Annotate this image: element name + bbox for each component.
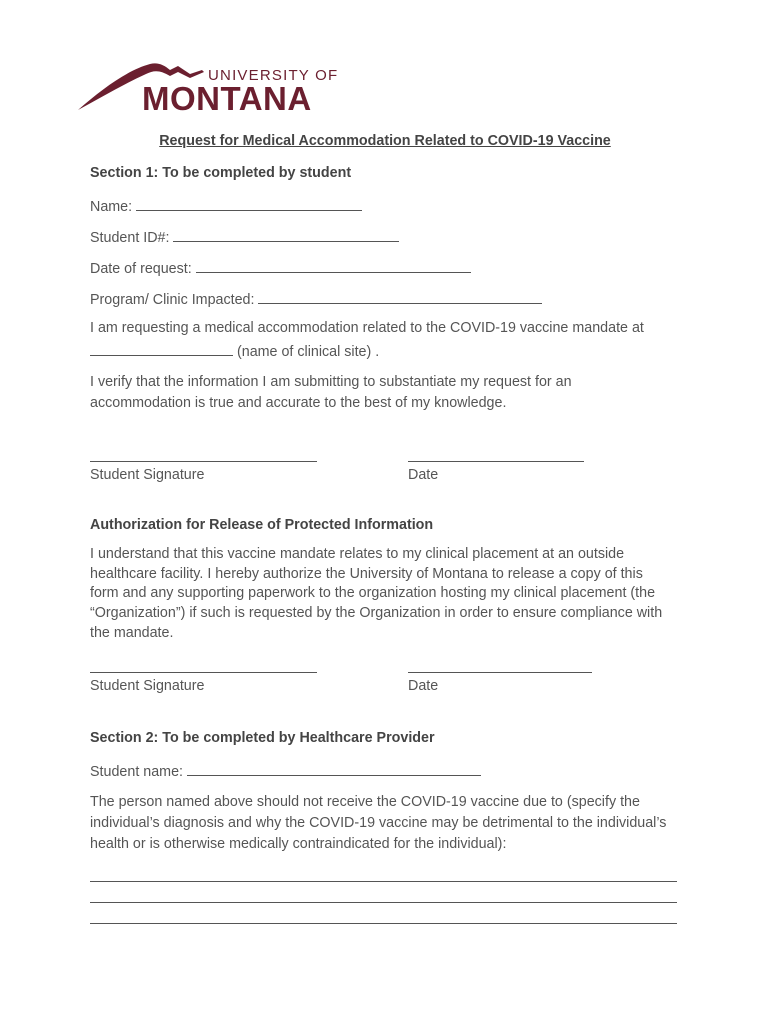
clinical-site-label: (name of clinical site) .	[236, 344, 380, 360]
date-of-request-field[interactable]	[90, 258, 471, 277]
section1-heading: Section 1: To be completed by student	[90, 165, 352, 181]
student-signature-label-1: Student Signature	[90, 467, 205, 483]
signature-line-2[interactable]	[90, 672, 317, 673]
signature-line-1[interactable]	[90, 461, 317, 462]
student-signature-label-2: Student Signature	[90, 678, 205, 694]
student-id-blank[interactable]	[173, 227, 399, 242]
provider-answer-line-3[interactable]	[90, 923, 677, 924]
student-id-label: Student ID#:	[90, 230, 170, 246]
date-of-request-blank[interactable]	[196, 258, 471, 273]
program-clinic-label: Program/ Clinic Impacted:	[90, 292, 255, 308]
date-line-2[interactable]	[408, 672, 592, 673]
provider-text: The person named above should not receive the COVID-19 vaccine due to (specify the individual’s diagnosis and why the COVID-19 vaccine may be detrimental to the individual’s health or is otherwise medically contraindicated for the individual):	[90, 794, 667, 852]
provider-answer-line-1[interactable]	[90, 881, 677, 882]
name-label: Name:	[90, 199, 133, 215]
authorization-heading: Authorization for Release of Protected Information	[90, 517, 434, 533]
date-label-1: Date	[408, 467, 439, 483]
student-name-blank[interactable]	[187, 761, 481, 776]
university-logo	[78, 58, 340, 116]
program-clinic-field[interactable]	[90, 289, 542, 308]
date-of-request-label: Date of request:	[90, 261, 192, 277]
authorization-text: I understand that this vaccine mandate relates to my clinical placement at an outside healthcare facility. I hereby authorize the University of Montana to release a copy of this form and any supporting paperwork to the organization hosting my clinical placement (the “Organization”) if such is requested by the Organization in order to ensure compliance with the mandate.	[90, 546, 663, 641]
verify-text: I verify that the information I am submitting to substantiate my request for an accommodation is true and accurate to the best of my knowledge.	[90, 374, 572, 411]
program-clinic-blank[interactable]	[258, 289, 542, 304]
clinical-site-field[interactable]	[90, 341, 379, 360]
student-name-field[interactable]	[90, 761, 481, 780]
logo-montana: MONTANA	[142, 80, 312, 117]
student-id-field[interactable]	[90, 227, 399, 246]
name-field[interactable]	[90, 196, 362, 215]
student-name-label: Student name:	[90, 764, 183, 780]
page-title: Request for Medical Accommodation Related to COVID-19 Vaccine	[159, 133, 611, 149]
name-blank[interactable]	[136, 196, 362, 211]
logo-university-of: UNIVERSITY OF	[208, 67, 339, 84]
date-line-1[interactable]	[408, 461, 584, 462]
provider-answer-line-2[interactable]	[90, 902, 677, 903]
section2-heading: Section 2: To be completed by Healthcare Provider	[90, 730, 435, 746]
clinical-site-blank[interactable]	[90, 341, 233, 356]
date-label-2: Date	[408, 678, 439, 694]
request-text: I am requesting a medical accommodation related to the COVID-19 vaccine mandate at	[90, 320, 644, 336]
